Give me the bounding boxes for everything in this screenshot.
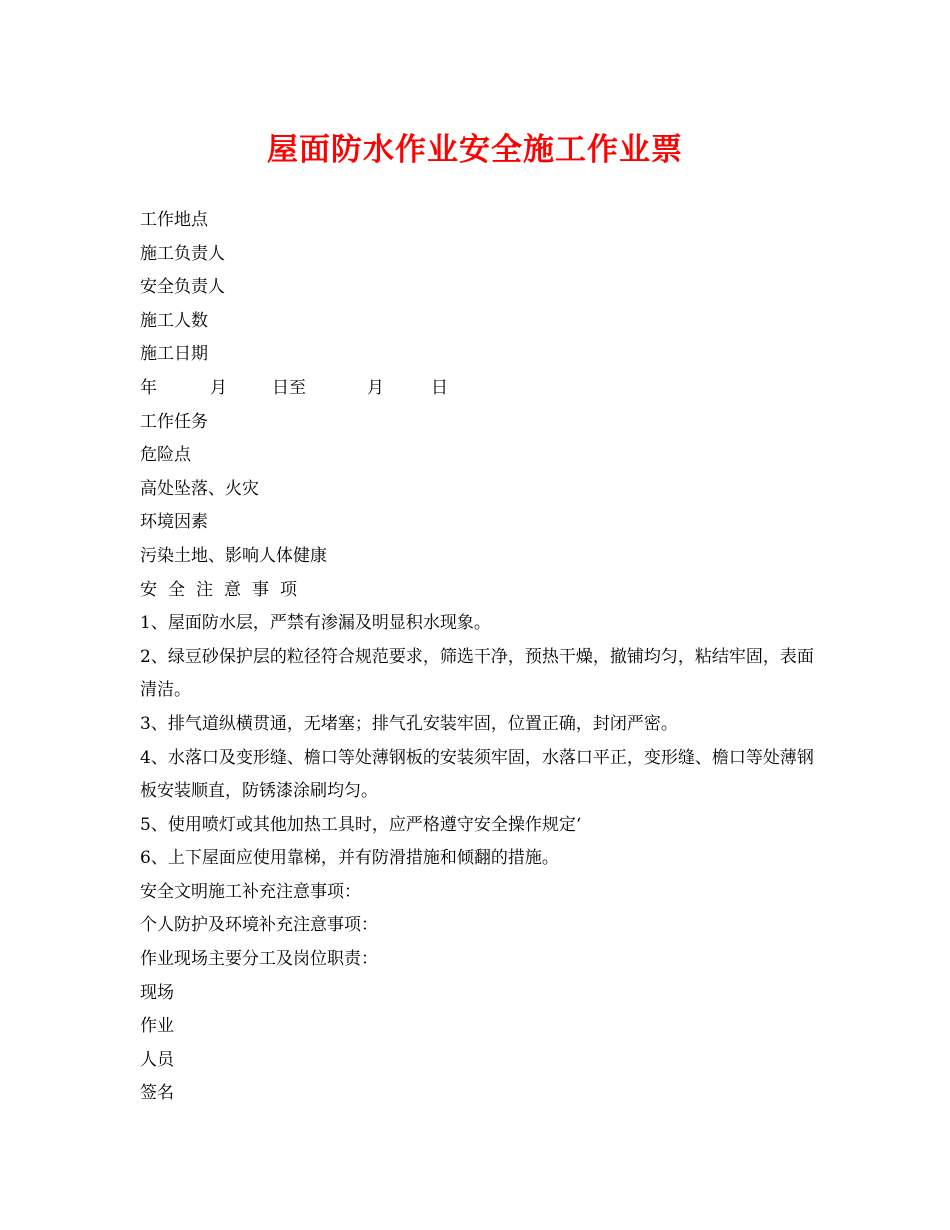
document-title: 屋面防水作业安全施工作业票 [267, 132, 683, 168]
environment-label: 环境因素 [140, 512, 208, 533]
sign-line: 现场 [140, 982, 174, 1003]
sign-line: 签名 [140, 1083, 174, 1104]
date-range-row [140, 372, 830, 406]
sign-line: 人员 [140, 1049, 174, 1070]
sign-line: 作业 [140, 1016, 174, 1037]
field-work-location: 工作地点 [140, 210, 208, 230]
environment-value: 污染土地、影响人体健康 [140, 545, 327, 566]
field-construction-leader: 施工负责人 [140, 243, 225, 264]
date-year-label: 年 [140, 377, 157, 398]
safety-item: 3、排气道纵横贯通，无堵塞；排气孔安装牢固，位置正确，封闭严密。 [140, 713, 678, 734]
safety-item: 6、上下屋面应使用靠梯，并有防滑措施和倾翻的措施。 [140, 848, 559, 869]
field-task: 工作任务 [140, 411, 208, 432]
safety-item: 5、使用喷灯或其他加热工具时，应严格遵守安全操作规定‘ [140, 814, 582, 835]
hazard-label: 危险点 [140, 445, 191, 466]
field-safety-leader: 安全负责人 [140, 277, 225, 298]
supplement-personal: 个人防护及环境补充注意事项： [140, 915, 378, 936]
safety-item: 1、屋面防水层，严禁有渗漏及明显积水现象。 [140, 613, 491, 634]
safety-heading: 安全注意事项 [140, 579, 308, 600]
hazard-value: 高处坠落、火灾 [140, 478, 259, 499]
supplement-civil: 安全文明施工补充注意事项： [140, 881, 361, 902]
date-month-label: 月 [210, 377, 227, 398]
field-construction-date: 施工日期 [140, 344, 208, 365]
date-day-to-label: 日至 [272, 377, 306, 398]
date-month2-label: 月 [367, 377, 384, 398]
safety-item: 2、绿豆砂保护层的粒径符合规范要求，筛选干净，预热干燥，撤铺均匀，粘结牢固，表面清洁。 [140, 646, 814, 701]
division-of-labor: 作业现场主要分工及岗位职责： [140, 949, 378, 970]
field-worker-count: 施工人数 [140, 310, 208, 331]
document-body [140, 204, 830, 1111]
date-day2-label: 日 [431, 377, 448, 398]
safety-item: 4、水落口及变形缝、檐口等处薄钢板的安装须牢固，水落口平正，变形缝、檐口等处薄钢板安装顺直，防锈漆涂刷均匀。 [140, 747, 814, 802]
